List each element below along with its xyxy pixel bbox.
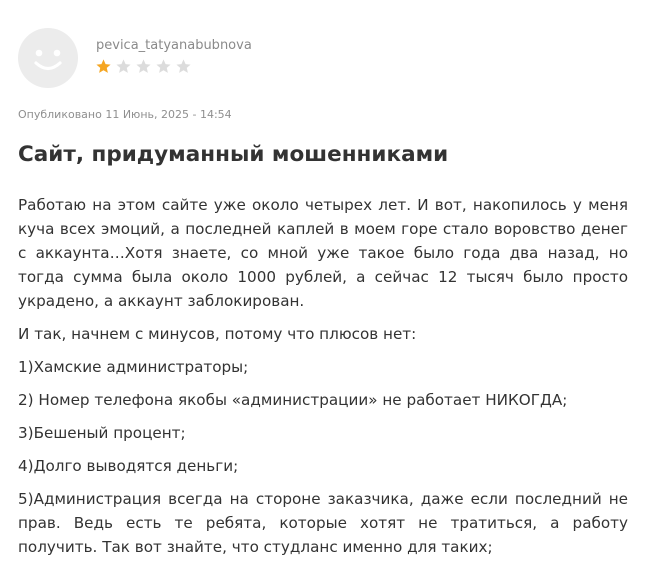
star-empty-icon bbox=[155, 58, 172, 75]
review-paragraph: 1)Хамские администраторы; bbox=[18, 358, 249, 376]
review-paragraph: 3)Бешеный процент; bbox=[18, 424, 186, 442]
star-empty-icon bbox=[115, 58, 132, 75]
review-paragraph: Работаю на этом сайте уже около четырех лет. И вот, накопилось у меня куча всех эмоций, а последней каплей в моем горе стало воровство денег с аккаунта…Хотя знаете, со мной уже такое было года два назад, но тогда сумма была около 1000 рублей, а сейчас 12 тысяч было просто украдено, а аккаунт заблокирован. bbox=[18, 196, 628, 310]
review-paragraph: 4)Долго выводятся деньги; bbox=[18, 457, 239, 475]
review-title: Сайт, придуманный мошенниками bbox=[18, 142, 449, 167]
star-empty-icon bbox=[175, 58, 192, 75]
smiley-face-icon bbox=[18, 28, 78, 88]
star-filled-icon bbox=[95, 58, 112, 75]
review-body bbox=[18, 193, 628, 568]
review-paragraph: 2) Номер телефона якобы «администрации» не работает НИКОГДА; bbox=[18, 391, 568, 409]
author-username-link[interactable]: pevica_tatyanabubnova bbox=[96, 38, 252, 53]
published-date: Опубликовано 11 Июнь, 2025 - 14:54 bbox=[18, 108, 232, 121]
review-card bbox=[18, 0, 628, 556]
star-rating bbox=[95, 58, 192, 75]
review-paragraph: И так, начнем с минусов, потому что плюсов нет: bbox=[18, 325, 417, 343]
avatar[interactable] bbox=[18, 28, 78, 88]
review-header bbox=[18, 0, 628, 100]
review-paragraph: 5)Администрация всегда на стороне заказчика, даже если последний не прав. Ведь есть те ребята, которые хотят не тратиться, а работу получить. Так вот знайте, что студланс именно для таких; bbox=[18, 490, 628, 556]
star-empty-icon bbox=[135, 58, 152, 75]
